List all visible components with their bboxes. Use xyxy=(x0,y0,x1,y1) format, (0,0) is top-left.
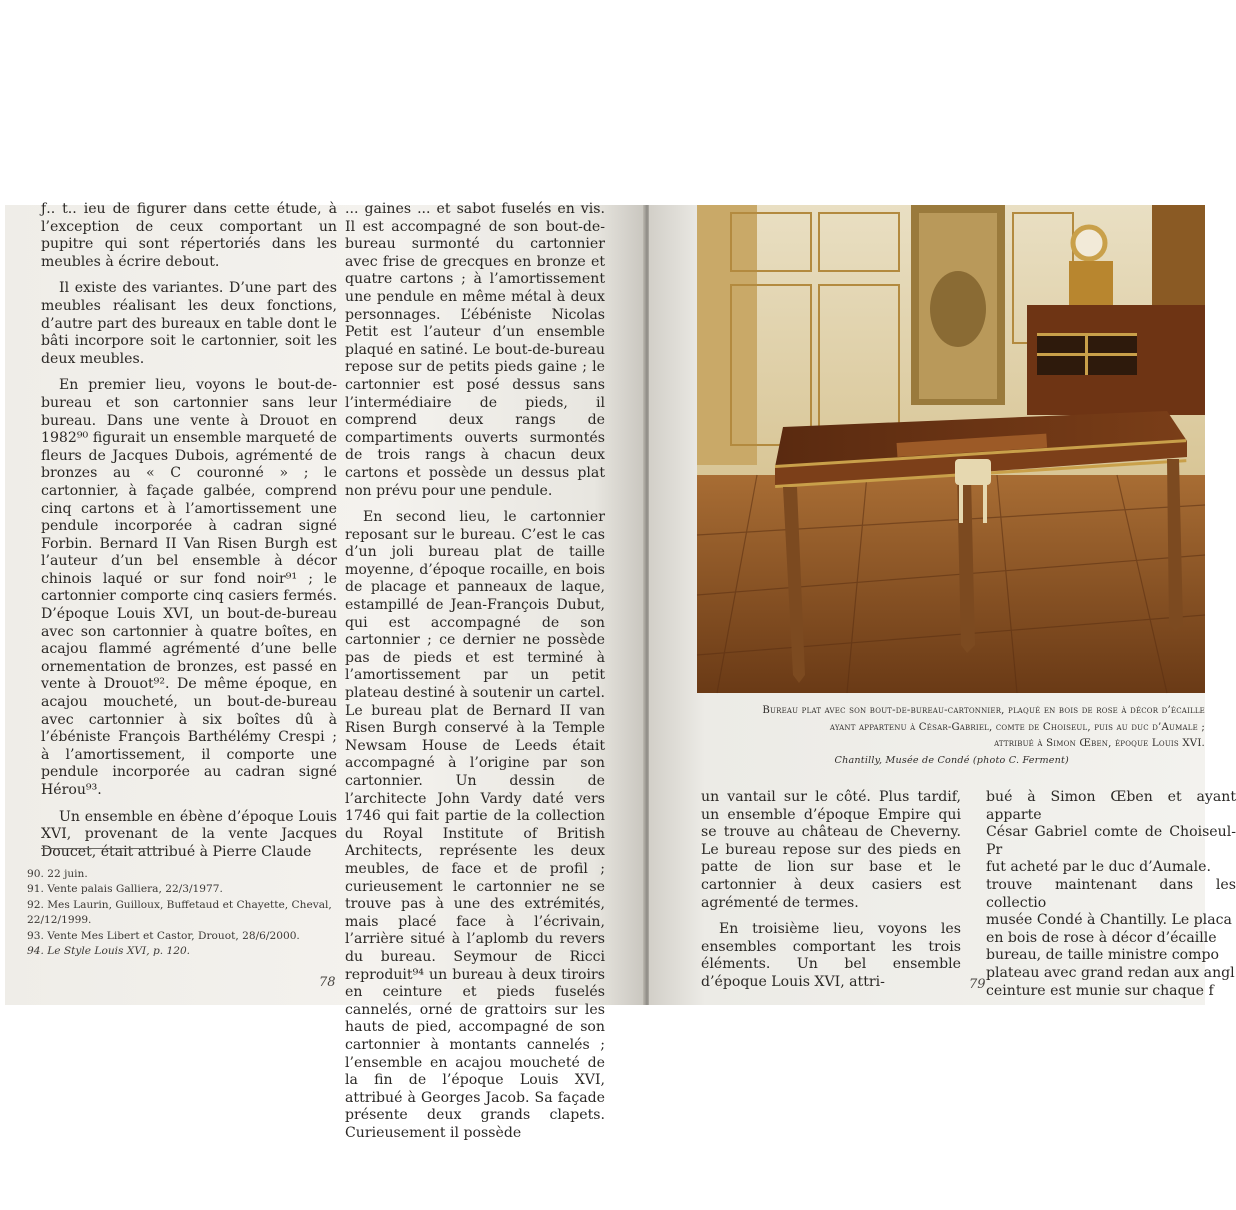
right-page xyxy=(649,205,1236,1005)
text-line: plateau avec grand redan aux angl xyxy=(986,964,1235,981)
caption-line: Bureau plat avec son bout-de-bureau-cartonnier, plaqué en bois de rose à décor d’écaille xyxy=(762,705,1205,716)
paragraph: Un ensemble en ébène d’époque Louis XVI, provenant de la vente Jacques Doucet, était attribué à Pierre Claude xyxy=(41,808,337,860)
text-line: bureau, de taille ministre compo xyxy=(986,947,1220,964)
paragraph: En premier lieu, voyons le bout-de-bureau et son cartonnier sans leur bureau. Dans une vente à Drouot en 1982⁹⁰ figurait un ensemble marqueté de fleurs de Jacques Dubois, agrémenté de bronzes au « C couronné » ; le cartonnier, à façade galbée, comprend cinq cartons et à l’amortissement une pendule incorporée à cadran signé Forbin. Bernard II Van Risen Burgh est l’auteur d’un bel ensemble à décor chinois laqué or sur fond noir⁹¹ ; le cartonnier comporte cinq casiers fermés. D’époque Louis XVI, un bout-de-bureau avec son cartonnier à quatre boîtes, en acajou flammé agrémenté d’une belle ornementation de bronzes, est passé en vente à Drouot⁹². De même époque, en acajou moucheté, un bout-de-bureau avec cartonnier à six boîtes dû à l’ébéniste François Barthélémy Crespi ; à l’amortissement, il comporte une pendule incorporée au cadran signé Hérou⁹³. xyxy=(41,377,337,798)
text-line: musée Condé à Chantilly. Le placa xyxy=(986,912,1232,929)
photo-caption xyxy=(697,703,1205,769)
footnote: 92. Mes Laurin, Guilloux, Buffetaud et Chayette, Cheval, 22/12/1999. xyxy=(27,898,332,927)
paragraph: En troisième lieu, voyons les ensembles comportant les trois éléments. Un bel ensemble d’époque Louis XVI, attri- xyxy=(701,921,961,990)
left-page xyxy=(5,201,645,1141)
open-book xyxy=(5,201,1236,1141)
text-line: César Gabriel comte de Choiseul-Pr xyxy=(986,824,1236,858)
page-number: 78 xyxy=(319,975,336,990)
text-line: en bois de rose à décor d’écaille xyxy=(986,929,1217,946)
paragraph: un vantail sur le côté. Plus tardif, un ensemble d’époque Empire qui se trouve au château de Cheverny. Le bureau repose sur des pieds en patte de lion sur base et le cartonnier à deux casiers est agrémenté de termes. xyxy=(701,789,961,911)
furniture-photo xyxy=(697,205,1205,693)
right-page-column-2 xyxy=(986,789,1236,999)
page-number: 79 xyxy=(969,977,986,992)
text-line: bué à Simon Œben et ayant apparte xyxy=(986,789,1236,823)
paragraph: En second lieu, le cartonnier reposant sur le bureau. C’est le cas d’un joli bureau plat de taille moyenne, d’époque rocaille, en bois de placage et panneaux de laque, estampillé de Jean-François Dubut, qui est accompagné de son cartonnier ; ce dernier ne possède pas de pieds et est terminé à l’amortissement par un petit plateau destiné à soutenir un cartel. Le bureau plat de Bernard II van Risen Burgh conservé à la Temple Newsam House de Leeds était accompagné à l’origine par son cartonnier. Un dessin de l’architecte John Vardy daté vers 1746 qui fait partie de la collection du Royal Institute of British Architects, représente les deux meubles, de face et de profil ; curieusement le cartonnier ne se trouve pas à une des extrémités, mais placé face à l’écrivain, l’arrière situé à l’aplomb du revers du bureau. Seymour de Ricci reproduit⁹⁴ un bureau à deux tiroirs en ceinture et pieds fuselés cannelés, orné de grattoirs sur les hauts de pied, accompagné de son cartonnier à montants cannelés ; l’ensemble en acajou moucheté de la fin de l’époque Louis XVI, attribué à Georges Jacob. Sa façade présente deux grands clapets. Curieusement il possède xyxy=(345,509,605,1141)
left-page-column-1 xyxy=(41,201,337,860)
paragraph: Il existe des variantes. D’une part des meubles réalisant les deux fonctions, d’autre part des bureaux en table dont le bâti incorpore soit le cartonnier, soit les deux meubles. xyxy=(41,280,337,367)
footnote-divider xyxy=(41,848,161,849)
right-page-column-1 xyxy=(701,789,961,990)
footnote: 90. 22 juin. xyxy=(27,868,88,880)
caption-line: ayant appartenu à César-Gabriel, comte de Choiseul, puis au duc d’Aumale ; xyxy=(829,721,1205,733)
footnote: 91. Vente palais Galliera, 22/3/1977. xyxy=(27,883,223,896)
photo-credit: Chantilly, Musée de Condé (photo C. Ferment) xyxy=(834,754,1069,766)
text-line: trouve maintenant dans les collectio xyxy=(986,876,1236,911)
bureau-illustration xyxy=(697,205,1205,693)
paragraph: ƒ.. t.. ieu de figurer dans cette étude, à l’exception de ceux comportant un pupitre qui sont répertoriés dans les meubles à écrire debout. xyxy=(41,201,337,270)
text-line: ceinture est munie sur chaque f xyxy=(986,982,1214,999)
footnote: 94. Le Style Louis XVI, p. 120. xyxy=(27,945,191,958)
caption-line: attribué à Simon Œben, époque Louis XVI. xyxy=(994,738,1205,749)
paragraph: ... gaines ... et sabot fuselés en vis. Il est accompagné de son bout-de-bureau surmonté du cartonnier avec frise de grecques en bronze et quatre cartons ; à l’amortissement une pendule en même métal à deux personnages. L’ébéniste Nicolas Petit est l’auteur d’un ensemble plaqué en satiné. Le bout-de-bureau repose sur de petits pieds gaine ; le cartonnier est posé dessus sans l’intermédiaire de pieds, il comprend deux rangs de compartiments ouverts surmontés de trois rangs à chacun deux cartons et possède un dessus plat non prévu pour une pendule. xyxy=(345,201,605,499)
footnotes xyxy=(27,867,337,959)
left-page-column-2 xyxy=(345,201,605,1141)
text-line: fut acheté par le duc d’Aumale. xyxy=(986,859,1211,876)
footnote: 93. Vente Mes Libert et Castor, Drouot, 28/6/2000. xyxy=(27,929,300,942)
